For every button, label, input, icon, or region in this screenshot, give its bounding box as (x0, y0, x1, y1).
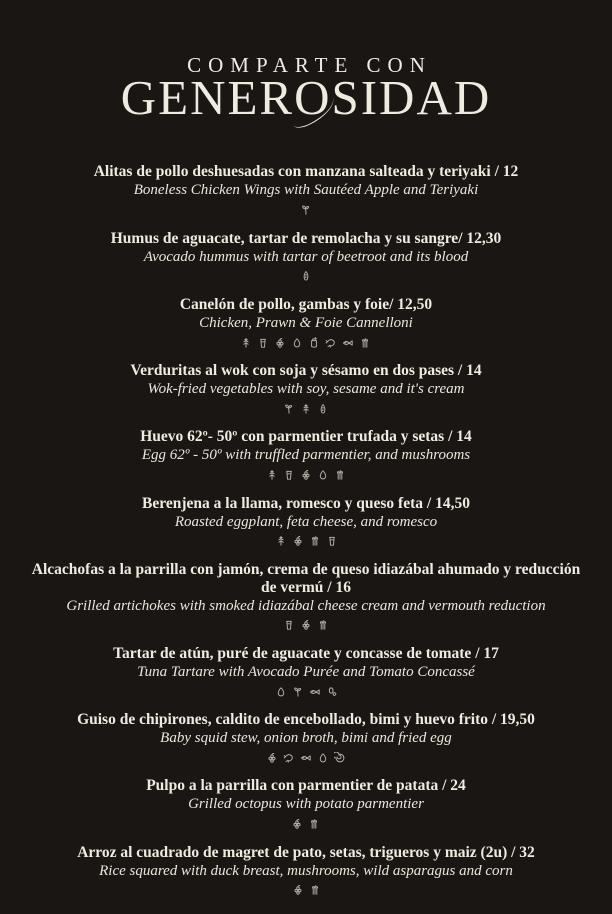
allergen-gluten-icon (300, 403, 312, 415)
menu-item (130, 362, 481, 415)
menu-item (26, 561, 586, 632)
menu-item (142, 495, 470, 548)
allergen-row (180, 336, 432, 349)
allergen-sulfites-icon (300, 619, 312, 631)
allergen-gluten-icon (266, 469, 278, 481)
menu-list (26, 163, 586, 909)
dish-name-en: Chicken, Prawn & Foie Cannelloni (199, 314, 413, 331)
allergen-egg-icon (291, 337, 303, 349)
allergen-sulfites-icon (291, 818, 303, 830)
allergen-crustacean-icon (325, 337, 337, 349)
dish-name-en: Grilled artichokes with smoked idiazábal cheese cream and vermouth reduction (66, 597, 546, 614)
dish-name-es: Arroz al cuadrado de magret de pato, setas, trigueros y maiz (2u) / 32 (77, 843, 535, 861)
dish-name-en: Tuna Tartare with Avocado Purée and Tomato Concassé (137, 663, 475, 680)
allergen-sulfites-icon (292, 535, 304, 547)
dish-name-es: Tartar de atún, puré de aguacate y concasse de tomate / 17 (113, 644, 499, 662)
allergen-milk-icon (283, 619, 295, 631)
dish-name-es: Verduritas al wok con soja y sésamo en dos pases / 14 (130, 362, 482, 380)
allergen-sulfites-icon (300, 469, 312, 481)
dish-name-en: Avocado hummus with tartar of beetroot and its blood (143, 248, 469, 265)
dish-name-en: Boneless Chicken Wings with Sautéed Apple and Teriyaki (133, 182, 479, 199)
allergen-row (111, 270, 502, 283)
allergen-row (94, 204, 519, 217)
allergen-sulfites-icon (266, 752, 278, 764)
menu-item (113, 645, 499, 698)
menu-item (140, 428, 472, 481)
allergen-egg-icon (275, 686, 287, 698)
dish-name-en: Rice squared with duck breast, mushrooms, wild asparagus and corn (99, 862, 513, 879)
allergen-gluten-icon (240, 337, 252, 349)
dish-name-en: Roasted eggplant, feta cheese, and romesco (174, 513, 438, 530)
allergen-nuts-icon (326, 686, 338, 698)
title-main (120, 69, 492, 125)
dish-name-es: Alcachofas a la parrilla con jamón, crema de queso idiazábal ahumado y reducción de vermú / 16 (31, 560, 581, 596)
allergen-fish-icon (309, 686, 321, 698)
allergen-soy-icon (300, 204, 312, 216)
dish-name-en: Egg 62º - 50º with truffled parmentier, and mushrooms (141, 447, 471, 464)
allergen-celery-icon (308, 818, 320, 830)
title-main-post: SIDAD (331, 69, 492, 125)
allergen-milk-icon (257, 337, 269, 349)
allergen-row (130, 402, 481, 415)
allergen-crustacean-icon (283, 752, 295, 764)
allergen-celery-icon (309, 884, 321, 896)
allergen-fish-icon (300, 752, 312, 764)
allergen-celery-icon (309, 535, 321, 547)
allergen-row (142, 535, 470, 548)
allergen-fish-icon (342, 337, 354, 349)
allergen-soy-icon (292, 686, 304, 698)
menu-item (180, 296, 432, 349)
menu-item (77, 844, 535, 897)
title-subtitle: COMPARTE CON (187, 53, 432, 77)
dish-name-es: Guiso de chipirones, caldito de encebollado, bimi y huevo frito / 19,50 (77, 711, 535, 729)
menu-item (94, 163, 519, 216)
allergen-sesame-icon (317, 403, 329, 415)
title-main-pre: GENER (120, 69, 295, 125)
menu-item (111, 230, 502, 283)
allergen-mollusc-icon (334, 752, 346, 764)
allergen-milk-icon (283, 469, 295, 481)
menu-item (77, 711, 535, 764)
allergen-row (140, 469, 472, 482)
dish-name-en: Baby squid stew, onion broth, bimi and fried egg (160, 730, 452, 747)
dish-name-es: Canelón de pollo, gambas y foie/ 12,50 (179, 295, 433, 313)
allergen-gluten-icon (275, 535, 287, 547)
allergen-sesame-icon (300, 270, 312, 282)
allergen-egg-icon (317, 469, 329, 481)
allergen-row (77, 751, 535, 764)
allergen-sulfites-icon (292, 884, 304, 896)
allergen-row (113, 685, 499, 698)
allergen-celery-icon (317, 619, 329, 631)
page-title (120, 53, 492, 125)
dish-name-es: Pulpo a la parrilla con parmentier de patata / 24 (146, 777, 466, 795)
dish-name-es: Berenjena a la llama, romesco y queso feta / 14,50 (142, 494, 470, 512)
dish-name-es: Humus de aguacate, tartar de remolacha y su sangre/ 12,30 (110, 229, 502, 247)
allergen-row (146, 818, 466, 831)
dish-name-en: Wok-fried vegetables with soy, sesame and it's cream (147, 381, 465, 398)
allergen-celery-icon (359, 337, 371, 349)
allergen-mustard-icon (308, 337, 320, 349)
allergen-egg-icon (317, 752, 329, 764)
decorative-o: O (294, 69, 332, 125)
allergen-row (26, 619, 586, 632)
allergen-milk-icon (326, 535, 338, 547)
allergen-row (77, 884, 535, 897)
menu-item (146, 777, 466, 830)
allergen-sulfites-icon (274, 337, 286, 349)
allergen-soy-icon (283, 403, 295, 415)
dish-name-es: Huevo 62º- 50º con parmentier trufada y setas / 14 (140, 428, 472, 446)
allergen-celery-icon (334, 469, 346, 481)
dish-name-es: Alitas de pollo deshuesadas con manzana salteada y teriyaki / 12 (93, 163, 519, 181)
dish-name-en: Grilled octopus with potato parmentier (188, 796, 424, 813)
